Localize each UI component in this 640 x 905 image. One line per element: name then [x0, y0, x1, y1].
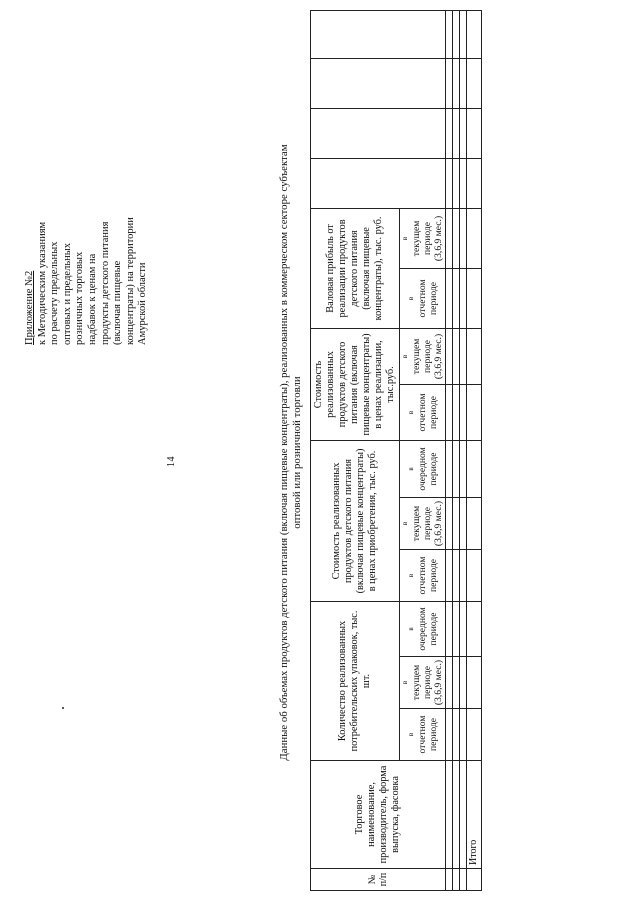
table-cell	[453, 440, 460, 497]
table-cell	[446, 440, 453, 497]
appendix-line: продукты детского питания	[99, 221, 111, 345]
sub-header-next: в очередном периоде	[400, 601, 446, 656]
sub-header-next: в очередном периоде	[400, 440, 446, 497]
page-number: 14	[166, 456, 177, 467]
sub-header-reporting: в отчетном периоде	[400, 268, 446, 328]
appendix-line: к Методическим указаниям	[36, 221, 48, 345]
table-cell	[467, 709, 482, 761]
sub-header-current: в текущем периоде (3,6,9 мес.)	[400, 208, 446, 268]
table-row	[460, 10, 467, 890]
appendix-line: Амурской области	[137, 262, 149, 345]
table-cell	[467, 328, 482, 384]
table-title-line-1: Данные об объемах продуктов детского питания (включая пищевые концентраты), реализованных в коммерческом секторе субъектам	[278, 144, 290, 761]
group-header-purchase-cost: Стоимость реализованных продуктов детского питания (включая пищевые концентраты) в ценах приобретения, тыс. руб.	[311, 440, 400, 601]
table-cell	[453, 10, 460, 58]
table-cell	[453, 208, 460, 268]
appendix-title: Приложение №2	[24, 270, 35, 345]
table-cell	[453, 268, 460, 328]
table-cell	[460, 440, 467, 497]
appendix-line: розничных торговых	[74, 251, 86, 345]
appendix-line: оптовых и предельных	[61, 242, 73, 345]
report-table	[310, 10, 482, 891]
table-cell	[446, 709, 453, 761]
table-cell	[460, 761, 467, 869]
table-cell	[460, 208, 467, 268]
table-cell	[467, 58, 482, 108]
table-cell	[460, 549, 467, 601]
table-cell	[453, 158, 460, 208]
table-cell	[446, 657, 453, 709]
blank-header-cell	[311, 10, 446, 58]
table-cell	[446, 761, 453, 869]
table-cell	[467, 208, 482, 268]
blank-header-cell	[311, 58, 446, 108]
table-cell	[467, 549, 482, 601]
table-cell	[467, 657, 482, 709]
total-label: Итого	[467, 761, 482, 869]
table-row	[453, 10, 460, 890]
appendix-line: по расчету предельных	[49, 241, 61, 345]
table-cell	[453, 384, 460, 440]
table-cell	[453, 549, 460, 601]
table-cell	[446, 384, 453, 440]
table-cell	[453, 328, 460, 384]
table-cell	[453, 657, 460, 709]
table-cell	[460, 328, 467, 384]
table-cell	[460, 58, 467, 108]
table-cell	[460, 108, 467, 158]
table-cell	[460, 10, 467, 58]
table-cell	[460, 384, 467, 440]
sub-header-reporting: в отчетном периоде	[400, 709, 446, 761]
table-cell	[467, 869, 482, 891]
sub-header-reporting: в отчетном периоде	[400, 549, 446, 601]
table-cell	[446, 328, 453, 384]
table-cell	[453, 601, 460, 656]
table-cell	[467, 440, 482, 497]
table-cell	[467, 108, 482, 158]
table-cell	[467, 268, 482, 328]
table-header-row-1	[311, 10, 400, 890]
column-number-header: № п/п	[311, 869, 446, 891]
blank-header-cell	[311, 158, 446, 208]
table-cell	[460, 709, 467, 761]
appendix-line: надбавок к ценам на	[86, 253, 98, 345]
table-cell	[446, 497, 453, 549]
table-cell	[460, 158, 467, 208]
table-cell	[453, 869, 460, 891]
table-cell	[453, 108, 460, 158]
table-cell	[467, 10, 482, 58]
table-cell	[446, 10, 453, 58]
table-cell	[446, 208, 453, 268]
blank-header-cell	[311, 108, 446, 158]
table-cell	[446, 601, 453, 656]
table-cell	[467, 601, 482, 656]
table-cell	[446, 268, 453, 328]
appendix-header	[24, 155, 150, 345]
group-header-sale-cost: Стоимость реализованных продуктов детского питания (включая пищевые концентраты) в ценах реализации, тыс.руб.	[311, 328, 400, 440]
table-cell	[453, 58, 460, 108]
table-cell	[460, 268, 467, 328]
table-cell	[446, 549, 453, 601]
total-row	[467, 10, 482, 890]
table-cell	[467, 158, 482, 208]
table-row	[446, 10, 453, 890]
table-cell	[446, 58, 453, 108]
table-cell	[467, 497, 482, 549]
table-cell	[460, 601, 467, 656]
table-cell	[460, 497, 467, 549]
table-cell	[446, 869, 453, 891]
group-header-quantity: Количество реализованных потребительских упаковок, тыс. шт.	[311, 601, 400, 760]
table-cell	[446, 158, 453, 208]
sub-header-reporting: в отчетном периоде	[400, 384, 446, 440]
table-cell	[460, 657, 467, 709]
column-name-header: Торговое наименование, производитель, форма выпуска, фасовка	[311, 761, 446, 869]
table-cell	[453, 709, 460, 761]
table-title-line-2: оптовой или розничной торговли	[291, 376, 303, 529]
table-cell	[453, 761, 460, 869]
appendix-line: концентраты) на территории	[124, 217, 136, 345]
table-cell	[446, 108, 453, 158]
sub-header-current: в текущем периоде (3,6,9 мес.)	[400, 657, 446, 709]
appendix-line: (включая пищевые	[112, 260, 124, 345]
sub-header-current: в текущем периоде (3,6,9 мес.)	[400, 497, 446, 549]
group-header-gross-profit: Валовая прибыль от реализации продуктов детского питания (включая пищевые концентраты), тыс. руб.	[311, 208, 400, 328]
sub-header-current: в текущем периоде (3,6,9 мес.)	[400, 328, 446, 384]
scan-speck	[62, 707, 64, 709]
table-cell	[453, 497, 460, 549]
table-cell	[467, 384, 482, 440]
table-cell	[460, 869, 467, 891]
table-title	[278, 0, 304, 905]
